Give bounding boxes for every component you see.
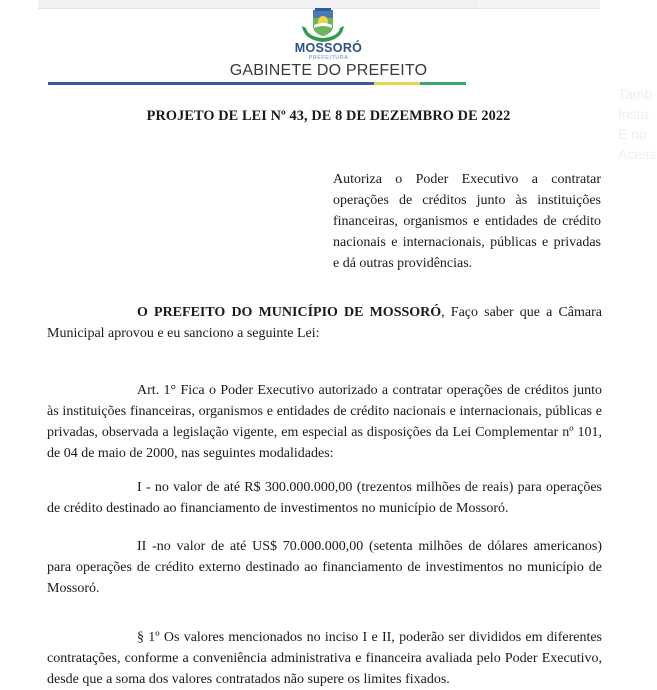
document-title: PROJETO DE LEI Nº 43, DE 8 DE DEZEMBRO DE 2022 [146,108,511,124]
inciso-1: I - no valor de até R$ 300.000.000,00 (trezentos milhões de reais) para operações de crédito destinado ao financiamento de investimentos no município de Mossoró. [47,480,602,516]
inciso-2: II -no valor de até US$ 70.000.000,00 (setenta milhões de dólares americanos) para operações de crédito externo destinado ao financiamento de investimentos no município de Mossoró. [47,539,602,596]
office-title: GABINETE DO PREFEITO [229,62,428,79]
ementa: Autoriza o Poder Executivo a contratar operações de créditos junto às instituições financeiras, organismos e entidades de crédito nacionais e internacionais, públicas e privadas e dá outras providências. [333,172,601,271]
brand-subtitle: PREFEITURA [308,55,349,61]
coat-of-arms-icon [298,6,348,44]
overlay-line: Insta [618,106,649,122]
overlay-line: Acess [618,146,657,162]
header-rule-yellow [374,82,420,85]
header-rule-green [420,82,466,85]
overlay-line: Tamb [618,86,653,102]
letterhead [0,0,657,90]
preamble-bold: O PREFEITO DO MUNICÍPIO DE MOSSORÓ [137,305,442,320]
paragraph-1: § 1º Os valores mencionados no inciso I e II, poderão ser divididos em diferentes contratações, conforme a conveniência administrativa e financeira avaliada pelo Poder Executivo, desde que a soma dos valores contratados não supere os limites fixados. [47,630,602,687]
overlay-line: E no [618,126,647,142]
preamble [47,302,602,344]
preamble-text: , Faço saber que a Câmara Municipal aprovou e eu sanciono a seguinte Lei: [47,305,603,341]
article-1: Art. 1° Fica o Poder Executivo autorizado a contratar operações de créditos junto às instituições financeiras, organismos e entidades de crédito nacionais e internacionais, públicas e privadas, observada a legislação vigente, em especial as disposições da Lei Complementar nº 101, de 04 de maio de 2000, nas seguintes modalidades: [47,383,602,461]
header-rule-blue [48,82,374,85]
brand-name: MOSSORÓ [294,41,363,55]
